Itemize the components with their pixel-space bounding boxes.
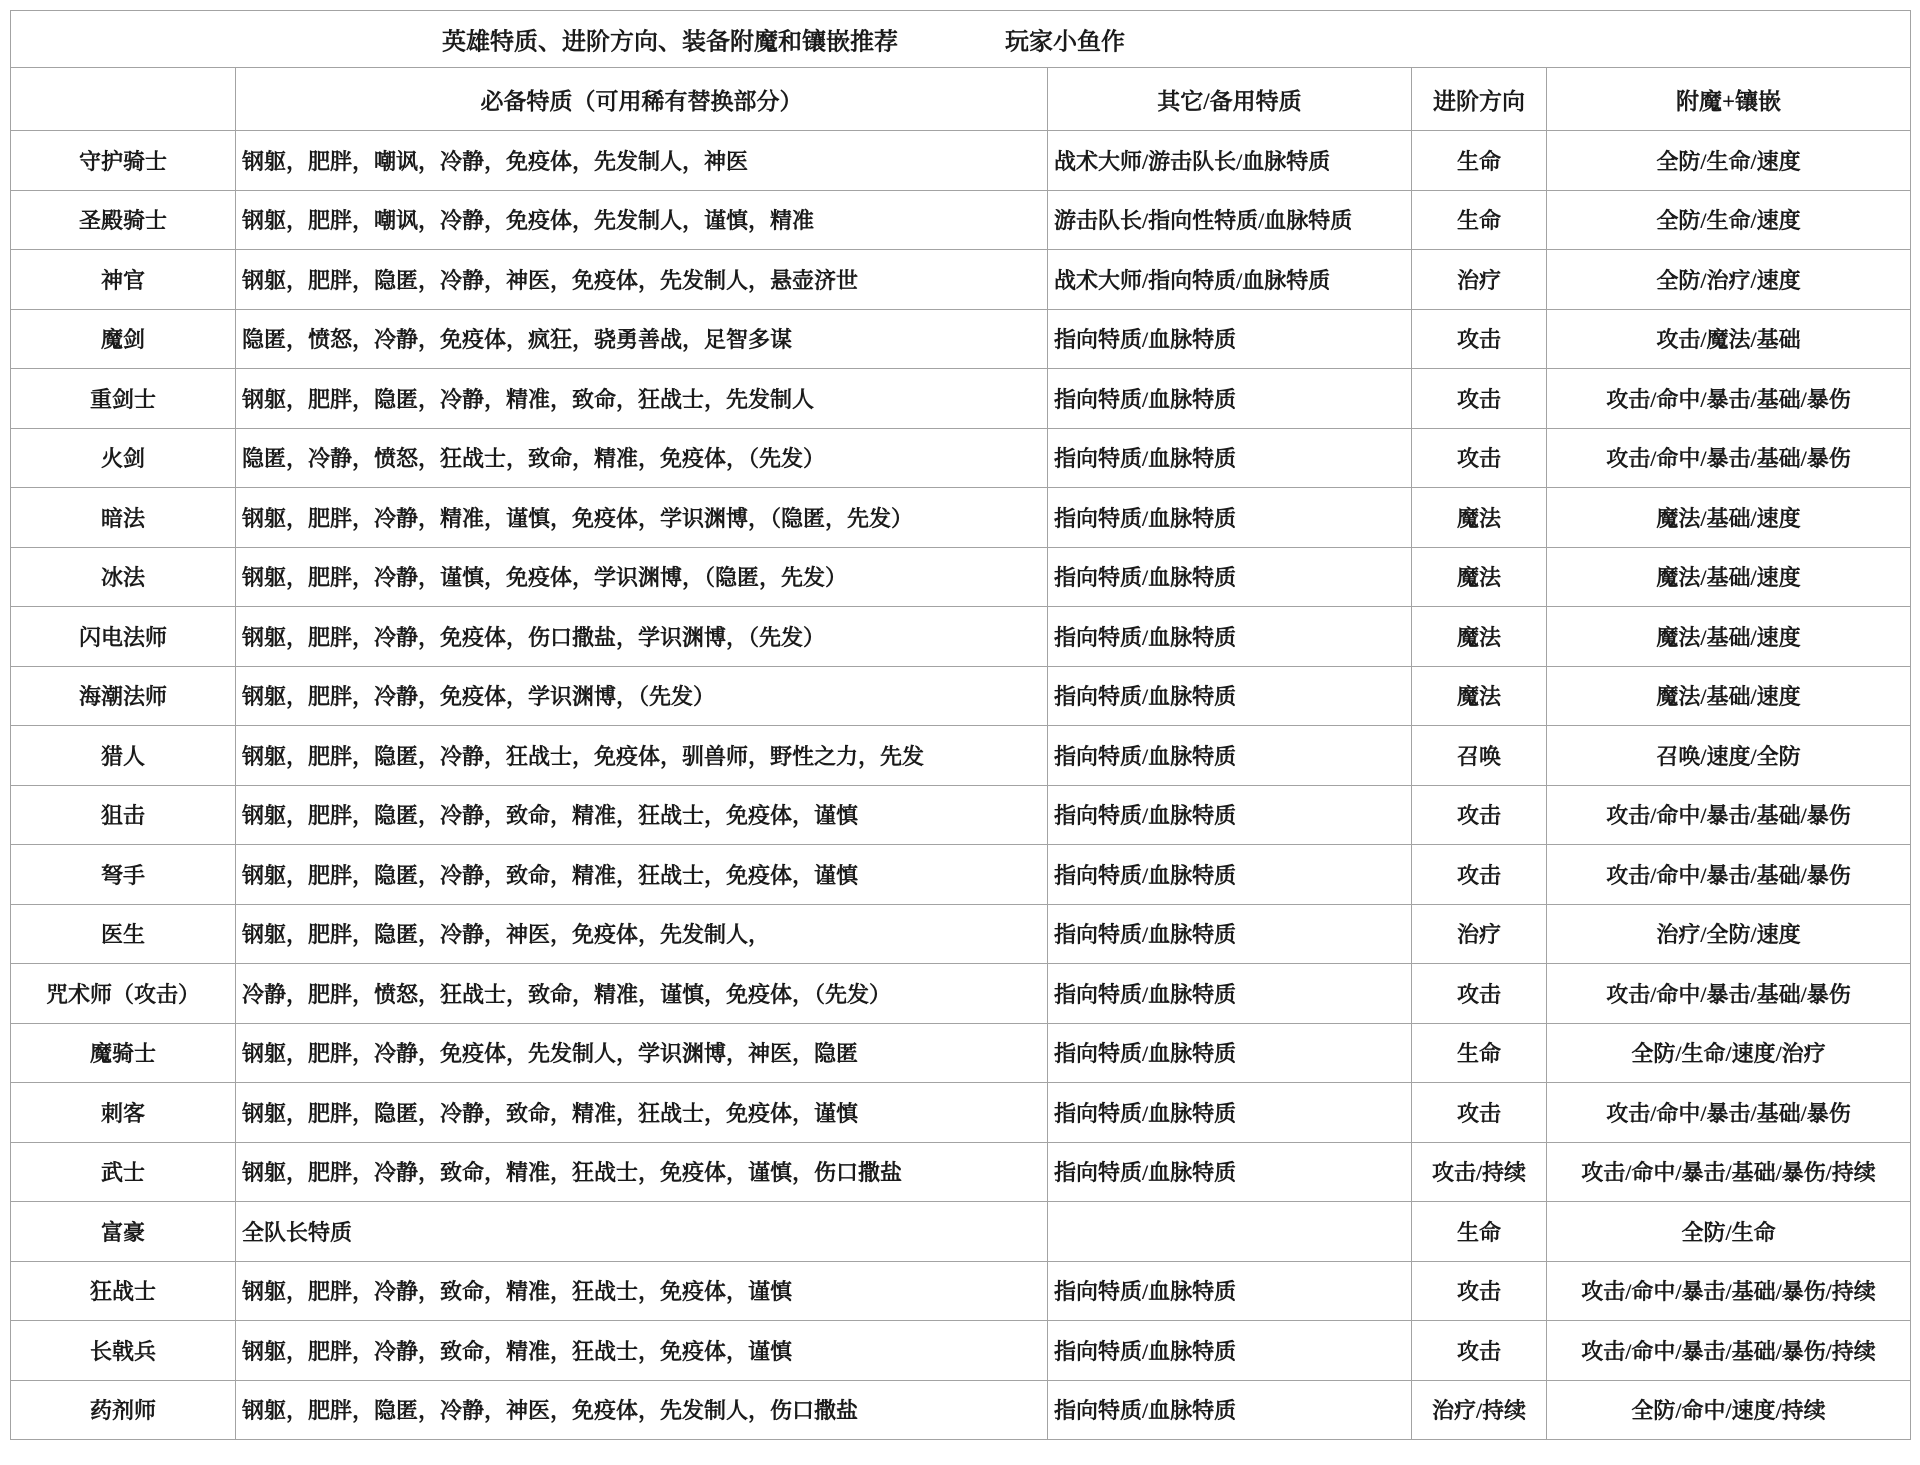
enchant-cell: 攻击/命中/暴击/基础/暴伤 (1547, 1083, 1911, 1143)
direction-cell: 攻击/持续 (1412, 1142, 1547, 1202)
enchant-cell: 攻击/命中/暴击/基础/暴伤/持续 (1547, 1261, 1911, 1321)
hero-name-cell: 药剂师 (11, 1380, 236, 1440)
other-traits-cell: 指向特质/血脉特质 (1048, 1261, 1412, 1321)
direction-cell: 生命 (1412, 1023, 1547, 1083)
table-row (11, 845, 1911, 905)
direction-cell: 魔法 (1412, 488, 1547, 548)
direction-cell: 攻击 (1412, 785, 1547, 845)
table-row (11, 726, 1911, 786)
table-row (11, 547, 1911, 607)
table-row (11, 964, 1911, 1024)
hero-name-cell: 暗法 (11, 488, 236, 548)
required-traits-cell: 钢躯，肥胖，冷静，免疫体，先发制人，学识渊博，神医，隐匿 (236, 1023, 1048, 1083)
direction-cell: 生命 (1412, 1202, 1547, 1262)
required-traits-cell: 隐匿，愤怒，冷静，免疫体，疯狂，骁勇善战，足智多谋 (236, 309, 1048, 369)
other-traits-cell: 指向特质/血脉特质 (1048, 428, 1412, 488)
direction-cell: 攻击 (1412, 1321, 1547, 1381)
enchant-cell: 攻击/命中/暴击/基础/暴伤 (1547, 964, 1911, 1024)
direction-cell: 治疗 (1412, 250, 1547, 310)
other-traits-cell: 指向特质/血脉特质 (1048, 309, 1412, 369)
hero-name-cell: 富豪 (11, 1202, 236, 1262)
enchant-cell: 治疗/全防/速度 (1547, 904, 1911, 964)
other-traits-cell: 游击队长/指向性特质/血脉特质 (1048, 190, 1412, 250)
other-traits-cell: 指向特质/血脉特质 (1048, 1083, 1412, 1143)
title-cell (11, 11, 1911, 68)
hero-name-cell: 狙击 (11, 785, 236, 845)
hero-traits-table (10, 10, 1911, 1440)
hero-name-cell: 守护骑士 (11, 131, 236, 191)
enchant-cell: 全防/生命/速度 (1547, 190, 1911, 250)
direction-cell: 魔法 (1412, 666, 1547, 726)
enchant-cell: 攻击/命中/暴击/基础/暴伤 (1547, 428, 1911, 488)
required-traits-cell: 钢躯，肥胖，冷静，免疫体，伤口撒盐，学识渊博，（先发） (236, 607, 1048, 667)
direction-cell: 攻击 (1412, 1261, 1547, 1321)
enchant-cell: 全防/生命/速度 (1547, 131, 1911, 191)
table-row (11, 1023, 1911, 1083)
enchant-cell: 攻击/命中/暴击/基础/暴伤 (1547, 845, 1911, 905)
table-body (11, 131, 1911, 1440)
hero-name-cell: 弩手 (11, 845, 236, 905)
table-row (11, 1321, 1911, 1381)
hero-name-cell: 狂战士 (11, 1261, 236, 1321)
title-row (11, 11, 1911, 68)
hero-name-cell: 武士 (11, 1142, 236, 1202)
other-traits-cell: 指向特质/血脉特质 (1048, 488, 1412, 548)
enchant-cell: 全防/命中/速度/持续 (1547, 1380, 1911, 1440)
enchant-cell: 全防/生命 (1547, 1202, 1911, 1262)
other-traits-cell: 指向特质/血脉特质 (1048, 607, 1412, 667)
header-hero (11, 68, 236, 131)
direction-cell: 魔法 (1412, 547, 1547, 607)
direction-cell: 魔法 (1412, 607, 1547, 667)
hero-name-cell: 长戟兵 (11, 1321, 236, 1381)
table-row (11, 1083, 1911, 1143)
enchant-cell: 攻击/命中/暴击/基础/暴伤/持续 (1547, 1321, 1911, 1381)
other-traits-cell: 指向特质/血脉特质 (1048, 1380, 1412, 1440)
table-row (11, 309, 1911, 369)
other-traits-cell: 指向特质/血脉特质 (1048, 964, 1412, 1024)
direction-cell: 攻击 (1412, 1083, 1547, 1143)
direction-cell: 攻击 (1412, 845, 1547, 905)
enchant-cell: 攻击/魔法/基础 (1547, 309, 1911, 369)
required-traits-cell: 隐匿，冷静，愤怒，狂战士，致命，精准，免疫体，（先发） (236, 428, 1048, 488)
required-traits-cell: 钢躯，肥胖，冷静，致命，精准，狂战士，免疫体，谨慎，伤口撒盐 (236, 1142, 1048, 1202)
table-row (11, 488, 1911, 548)
hero-name-cell: 刺客 (11, 1083, 236, 1143)
other-traits-cell: 指向特质/血脉特质 (1048, 904, 1412, 964)
hero-name-cell: 重剑士 (11, 369, 236, 429)
required-traits-cell: 钢躯，肥胖，隐匿，冷静，致命，精准，狂战士，免疫体，谨慎 (236, 1083, 1048, 1143)
table-row (11, 904, 1911, 964)
other-traits-cell: 指向特质/血脉特质 (1048, 726, 1412, 786)
direction-cell: 治疗/持续 (1412, 1380, 1547, 1440)
other-traits-cell: 指向特质/血脉特质 (1048, 845, 1412, 905)
required-traits-cell: 钢躯，肥胖，隐匿，冷静，狂战士，免疫体，驯兽师，野性之力，先发 (236, 726, 1048, 786)
required-traits-cell: 钢躯，肥胖，冷静，免疫体，学识渊博，（先发） (236, 666, 1048, 726)
hero-name-cell: 猎人 (11, 726, 236, 786)
required-traits-cell: 冷静，肥胖，愤怒，狂战士，致命，精准，谨慎，免疫体，（先发） (236, 964, 1048, 1024)
table-row (11, 666, 1911, 726)
enchant-cell: 魔法/基础/速度 (1547, 488, 1911, 548)
enchant-cell: 魔法/基础/速度 (1547, 607, 1911, 667)
required-traits-cell: 钢躯，肥胖，冷静，致命，精准，狂战士，免疫体，谨慎 (236, 1321, 1048, 1381)
enchant-cell: 全防/生命/速度/治疗 (1547, 1023, 1911, 1083)
direction-cell: 攻击 (1412, 428, 1547, 488)
required-traits-cell: 全队长特质 (236, 1202, 1048, 1262)
direction-cell: 召唤 (1412, 726, 1547, 786)
table-row (11, 1380, 1911, 1440)
enchant-cell: 全防/治疗/速度 (1547, 250, 1911, 310)
hero-name-cell: 魔剑 (11, 309, 236, 369)
required-traits-cell: 钢躯，肥胖，隐匿，冷静，神医，免疫体，先发制人， (236, 904, 1048, 964)
required-traits-cell: 钢躯，肥胖，隐匿，冷静，致命，精准，狂战士，免疫体，谨慎 (236, 845, 1048, 905)
hero-name-cell: 海潮法师 (11, 666, 236, 726)
enchant-cell: 召唤/速度/全防 (1547, 726, 1911, 786)
table-row (11, 190, 1911, 250)
other-traits-cell: 指向特质/血脉特质 (1048, 1023, 1412, 1083)
header-direction: 进阶方向 (1412, 68, 1547, 131)
other-traits-cell: 指向特质/血脉特质 (1048, 369, 1412, 429)
required-traits-cell: 钢躯，肥胖，隐匿，冷静，神医，免疫体，先发制人，伤口撒盐 (236, 1380, 1048, 1440)
other-traits-cell: 战术大师/游击队长/血脉特质 (1048, 131, 1412, 191)
table-row (11, 131, 1911, 191)
required-traits-cell: 钢躯，肥胖，冷静，精准，谨慎，免疫体，学识渊博，（隐匿，先发） (236, 488, 1048, 548)
other-traits-cell: 指向特质/血脉特质 (1048, 547, 1412, 607)
required-traits-cell: 钢躯，肥胖，隐匿，冷静，致命，精准，狂战士，免疫体，谨慎 (236, 785, 1048, 845)
required-traits-cell: 钢躯，肥胖，隐匿，冷静，精准，致命，狂战士，先发制人 (236, 369, 1048, 429)
required-traits-cell: 钢躯，肥胖，嘲讽，冷静，免疫体，先发制人，神医 (236, 131, 1048, 191)
header-other-traits: 其它/备用特质 (1048, 68, 1412, 131)
page-title: 英雄特质、进阶方向、装备附魔和镶嵌推荐 (441, 29, 898, 56)
author-label: 玩家小鱼作 (1004, 29, 1125, 56)
enchant-cell: 攻击/命中/暴击/基础/暴伤 (1547, 369, 1911, 429)
other-traits-cell: 战术大师/指向特质/血脉特质 (1048, 250, 1412, 310)
required-traits-cell: 钢躯，肥胖，嘲讽，冷静，免疫体，先发制人，谨慎，精准 (236, 190, 1048, 250)
other-traits-cell: 指向特质/血脉特质 (1048, 1321, 1412, 1381)
enchant-cell: 攻击/命中/暴击/基础/暴伤/持续 (1547, 1142, 1911, 1202)
direction-cell: 生命 (1412, 190, 1547, 250)
table-row (11, 1261, 1911, 1321)
required-traits-cell: 钢躯，肥胖，隐匿，冷静，神医，免疫体，先发制人，悬壶济世 (236, 250, 1048, 310)
direction-cell: 生命 (1412, 131, 1547, 191)
required-traits-cell: 钢躯，肥胖，冷静，谨慎，免疫体，学识渊博，（隐匿，先发） (236, 547, 1048, 607)
other-traits-cell: 指向特质/血脉特质 (1048, 785, 1412, 845)
header-enchant: 附魔+镶嵌 (1547, 68, 1911, 131)
hero-name-cell: 魔骑士 (11, 1023, 236, 1083)
direction-cell: 攻击 (1412, 309, 1547, 369)
required-traits-cell: 钢躯，肥胖，冷静，致命，精准，狂战士，免疫体，谨慎 (236, 1261, 1048, 1321)
direction-cell: 攻击 (1412, 964, 1547, 1024)
table-row (11, 607, 1911, 667)
hero-name-cell: 圣殿骑士 (11, 190, 236, 250)
other-traits-cell (1048, 1202, 1412, 1262)
header-required-traits: 必备特质（可用稀有替换部分） (236, 68, 1048, 131)
enchant-cell: 魔法/基础/速度 (1547, 547, 1911, 607)
direction-cell: 治疗 (1412, 904, 1547, 964)
table-row (11, 1202, 1911, 1262)
table-row (11, 369, 1911, 429)
hero-name-cell: 神官 (11, 250, 236, 310)
hero-name-cell: 医生 (11, 904, 236, 964)
enchant-cell: 攻击/命中/暴击/基础/暴伤 (1547, 785, 1911, 845)
table-row (11, 1142, 1911, 1202)
other-traits-cell: 指向特质/血脉特质 (1048, 666, 1412, 726)
hero-name-cell: 闪电法师 (11, 607, 236, 667)
enchant-cell: 魔法/基础/速度 (1547, 666, 1911, 726)
other-traits-cell: 指向特质/血脉特质 (1048, 1142, 1412, 1202)
hero-name-cell: 咒术师（攻击） (11, 964, 236, 1024)
table-row (11, 428, 1911, 488)
direction-cell: 攻击 (1412, 369, 1547, 429)
hero-name-cell: 冰法 (11, 547, 236, 607)
table-row (11, 250, 1911, 310)
hero-name-cell: 火剑 (11, 428, 236, 488)
header-row (11, 68, 1911, 131)
table-row (11, 785, 1911, 845)
